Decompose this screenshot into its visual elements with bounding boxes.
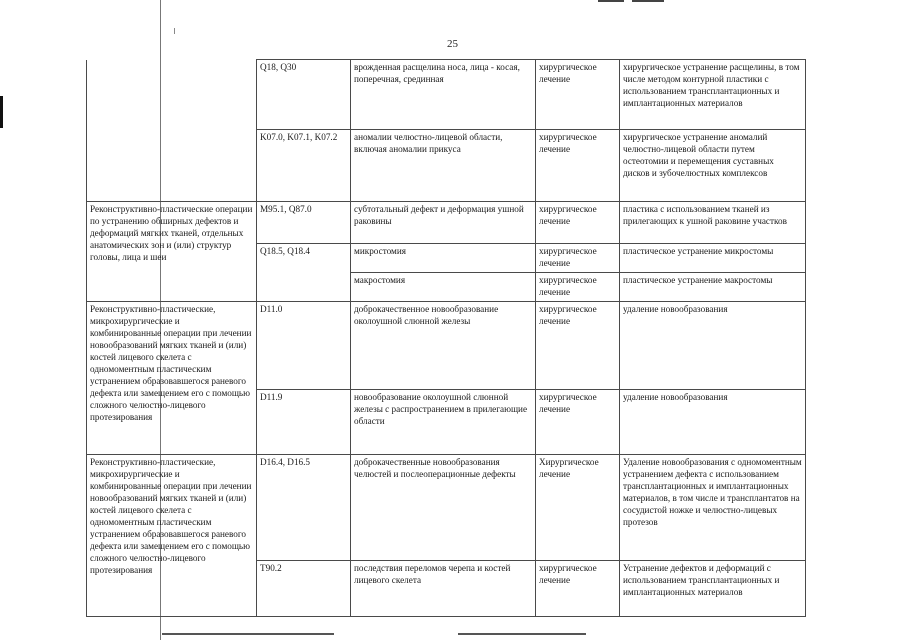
treatment-cell: хирургическое лечение: [536, 202, 620, 244]
treatment-cell: хирургическое лечение: [536, 60, 620, 130]
condition-cell: макростомия: [351, 273, 536, 302]
procedures-table: [86, 59, 806, 617]
scan-artifact: [0, 96, 3, 128]
table-row: [87, 202, 806, 244]
scan-artifact: [174, 28, 175, 34]
treatment-cell: хирургическое лечение: [536, 244, 620, 273]
condition-cell: доброкачественные новообразования челюстей и послеоперационные дефекты: [351, 455, 536, 561]
code-cell: T90.2: [257, 561, 351, 617]
table-row: [87, 455, 806, 561]
code-cell: M95.1, Q87.0: [257, 202, 351, 244]
scan-artifact: [458, 633, 586, 635]
code-cell: Q18.5, Q18.4: [257, 244, 351, 302]
method-cell: Удаление новообразования с одномоментным устранением дефекта с использованием трансплантационных и имплантационных материалов, в том числе и трансплантатов на сосудистой ножке и челюстно-лицевых протезов: [620, 455, 806, 561]
method-cell: пластическое устранение микростомы: [620, 244, 806, 273]
group-cell: Реконструктивно-пластические, микрохирургические и комбинированные операции при лечении новообразований мягких тканей и (или) костей лицевого скелета с одномоментным пластическим устранением образовавшегося раневого дефекта или замещением его с помощью сложного челюстно-лицевого протезирования: [87, 455, 257, 617]
condition-cell: субтотальный дефект и деформация ушной раковины: [351, 202, 536, 244]
code-cell: Q18, Q30: [257, 60, 351, 130]
table-row: [87, 302, 806, 390]
condition-cell: последствия переломов черепа и костей лицевого скелета: [351, 561, 536, 617]
method-cell: Устранение дефектов и деформаций с использованием трансплантационных и имплантационных материалов: [620, 561, 806, 617]
method-cell: пластика с использованием тканей из прилегающих к ушной раковине участков: [620, 202, 806, 244]
condition-cell: микростомия: [351, 244, 536, 273]
condition-cell: новообразование околоушной слюнной железы с распространением в прилегающие области: [351, 390, 536, 455]
treatment-cell: хирургическое лечение: [536, 390, 620, 455]
method-cell: удаление новообразования: [620, 302, 806, 390]
treatment-cell: хирургическое лечение: [536, 130, 620, 202]
code-cell: D11.9: [257, 390, 351, 455]
group-cell: [87, 60, 257, 202]
treatment-cell: хирургическое лечение: [536, 302, 620, 390]
code-cell: K07.0, K07.1, K07.2: [257, 130, 351, 202]
condition-cell: доброкачественное новообразование околоушной слюнной железы: [351, 302, 536, 390]
condition-cell: аномалии челюстно-лицевой области, включая аномалии прикуса: [351, 130, 536, 202]
scan-artifact: [632, 0, 664, 2]
page-number: 25: [447, 38, 458, 50]
treatment-cell: хирургическое лечение: [536, 561, 620, 617]
method-cell: пластическое устранение макростомы: [620, 273, 806, 302]
method-cell: удаление новообразования: [620, 390, 806, 455]
group-cell: Реконструктивно-пластические, микрохирургические и комбинированные операции при лечении новообразований мягких тканей и (или) костей лицевого скелета с одномоментным пластическим устранением образовавшегося раневого дефекта или замещением его с помощью сложного челюстно-лицевого протезирования: [87, 302, 257, 455]
method-cell: хирургическое устранение аномалий челюстно-лицевой области путем остеотомии и перемещения суставных дисков и зубочелюстных комплексов: [620, 130, 806, 202]
method-cell: хирургическое устранение расщелины, в том числе методом контурной пластики с использованием трансплантационных и имплантационных материалов: [620, 60, 806, 130]
group-cell: Реконструктивно-пластические операции по устранению обширных дефектов и деформаций мягких тканей, отдельных анатомических зон и (или) структур головы, лица и шеи: [87, 202, 257, 302]
scan-artifact: [162, 633, 334, 635]
table-row: [87, 60, 806, 130]
code-cell: D16.4, D16.5: [257, 455, 351, 561]
condition-cell: врожденная расщелина носа, лица - косая, поперечная, срединная: [351, 60, 536, 130]
code-cell: D11.0: [257, 302, 351, 390]
treatment-cell: Хирургическое лечение: [536, 455, 620, 561]
treatment-cell: хирургическое лечение: [536, 273, 620, 302]
scan-artifact: [598, 0, 624, 2]
